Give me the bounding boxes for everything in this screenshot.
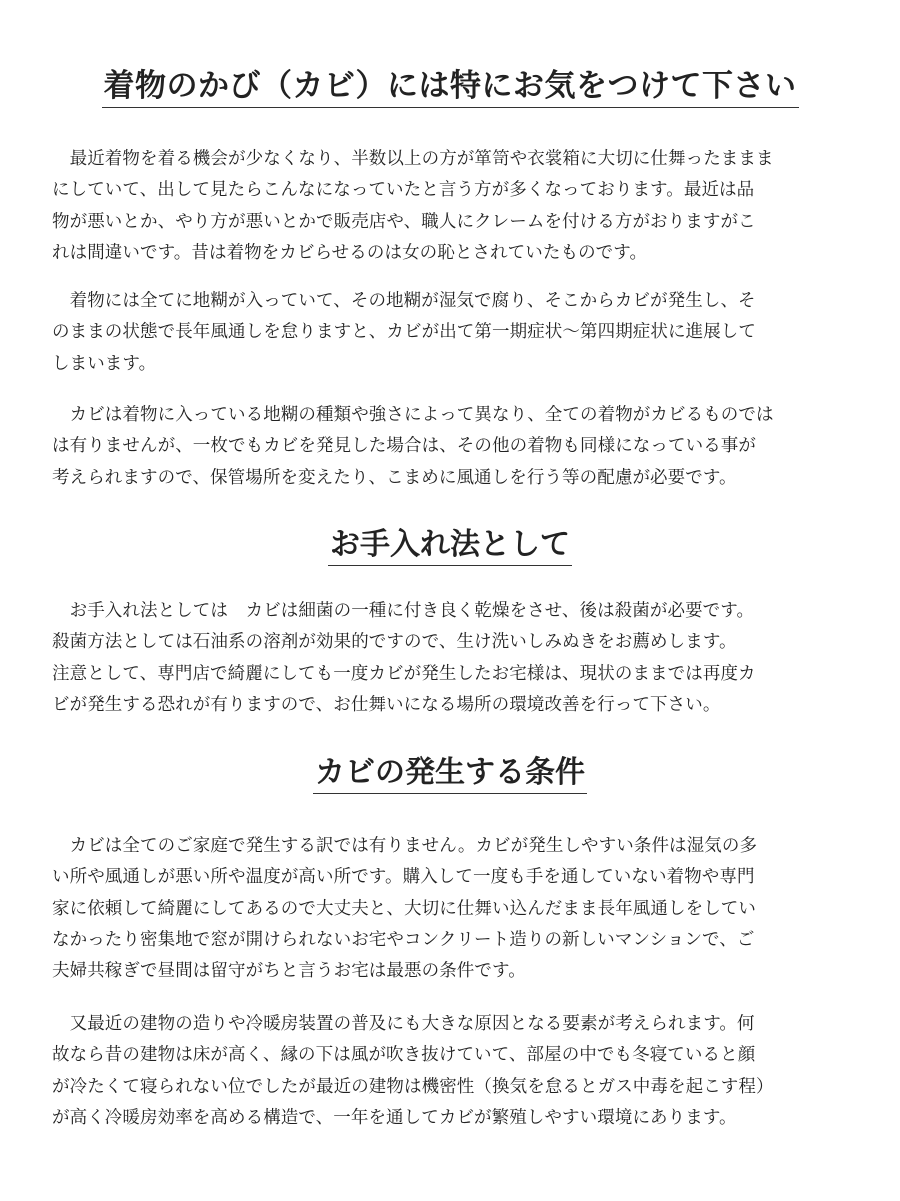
text-line: が冷たくて寝られない位でしたが最近の建物は機密性（換気を怠るとガス中毒を起こす程）: [52, 1076, 774, 1097]
text-line: なかったり密集地で窓が開けられないお宅やコンクリート造りの新しいマンションで、ご: [52, 929, 755, 950]
text-line: 夫婦共稼ぎで昼間は留守がちと言うお宅は最悪の条件です。: [52, 961, 526, 982]
intro-paragraph-3: [52, 400, 862, 494]
text-line: 注意として、専門店で綺麗にしても一度カビが発生したお宅様は、現状のままでは再度カ: [52, 663, 756, 684]
text-line: 故なら昔の建物は床が高く、縁の下は風が吹き抜けていて、部屋の中でも冬寝ていると顔: [52, 1045, 756, 1066]
page-title-text: 着物のかび（カビ）には特にお気をつけて下さい: [102, 69, 799, 108]
care-heading-text: お手入れ法として: [328, 528, 572, 566]
intro-paragraph-1: [52, 144, 862, 269]
text-line: お手入れ法としては カビは細菌の一種に付き良く乾燥をさせ、後は殺菌が必要です。: [52, 601, 755, 621]
text-line: 家に依頼して綺麗にしてあるので大丈夫と、大切に仕舞い込んだまま長年風通しをしてい: [52, 898, 756, 919]
text-line: カビは着物に入っている地糊の種類や強さによって異なり、全ての着物がカビるものでは: [52, 405, 774, 425]
text-line: にしていて、出して見たらこんなになっていたと言う方が多くなっております。最近は品: [52, 180, 755, 201]
intro-paragraph-2: [52, 286, 862, 380]
text-line: のままの状態で長年風通しを怠りますと、カビが出て第一期症状～第四期症状に進展して: [52, 322, 756, 343]
text-line: 又最近の建物の造りや冷暖房装置の普及にも大きな原因となる要素が考えられます。何: [52, 1014, 755, 1034]
text-line: ビが発生する恐れが有りますので、お仕舞いになる場所の環境改善を行って下さい。: [52, 694, 721, 715]
text-line: しまいます。: [52, 353, 157, 374]
text-line: 考えられますので、保管場所を変えたり、こまめに風通しを行う等の配慮が必要です。: [52, 467, 737, 488]
text-line: 最近着物を着る機会が少なくなり、半数以上の方が箪笥や衣裳箱に大切に仕舞ったままま: [52, 149, 774, 169]
conditions-paragraph-1: [52, 831, 862, 987]
care-section-heading: [0, 528, 900, 566]
text-line: れは間違いです。昔は着物をカビらせるのは女の恥とされていたものです。: [52, 242, 648, 263]
care-paragraph: [52, 596, 862, 721]
conditions-heading-text: カビの発生する条件: [313, 756, 587, 794]
text-line: は有りませんが、一枚でもカビを発見した場合は、その他の着物も同様になっている事が: [52, 436, 756, 457]
page-title: [0, 66, 900, 108]
text-line: い所や風通しが悪い所や温度が高い所です。購入して一度も手を通していない着物や専門: [52, 867, 755, 888]
conditions-paragraph-2: [52, 1009, 862, 1134]
text-line: カビは全てのご家庭で発生する訳では有りません。カビが発生しやすい条件は湿気の多: [52, 836, 758, 856]
text-line: 殺菌方法としては石油系の溶剤が効果的ですので、生け洗いしみぬきをお薦めします。: [52, 632, 737, 653]
conditions-section-heading: [0, 756, 900, 794]
text-line: 着物には全てに地糊が入っていて、その地糊が湿気で腐り、そこからカビが発生し、そ: [52, 291, 756, 311]
text-line: が高く冷暖房効率を高める構造で、一年を通してカビが繁殖しやすい環境にあります。: [52, 1107, 737, 1128]
text-line: 物が悪いとか、やり方が悪いとかで販売店や、職人にクレームを付ける方がおりますがこ: [52, 211, 756, 232]
